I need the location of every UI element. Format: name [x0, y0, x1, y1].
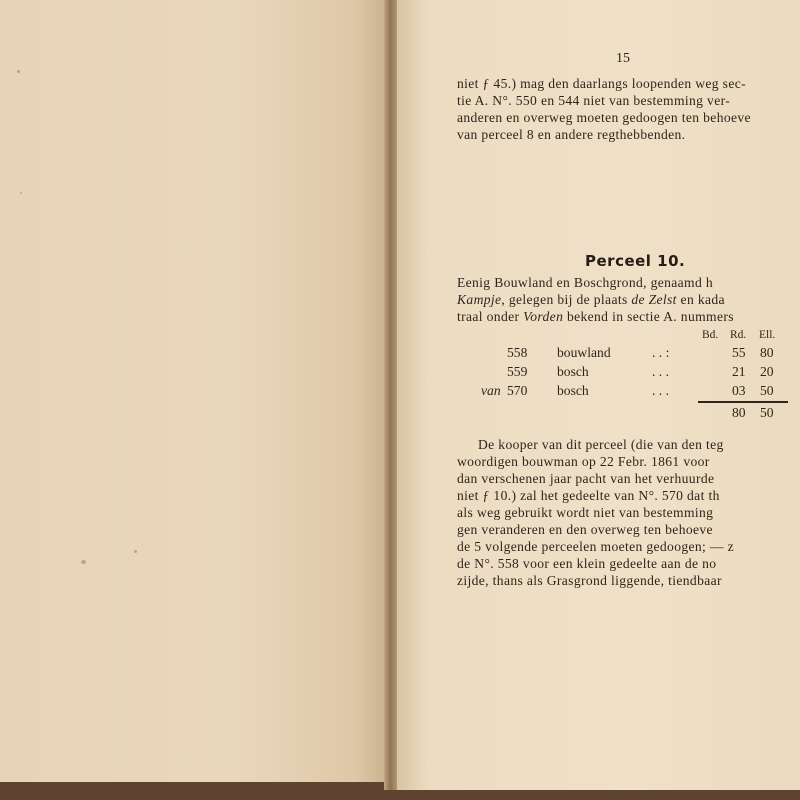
text-line: als weg gebruikt wordt niet van bestemming: [457, 505, 714, 520]
text-line: tie A. N°. 550 en 544 niet van bestemming ver-: [457, 93, 731, 108]
rd-value: 21: [732, 364, 746, 379]
foxing-spot: [81, 560, 86, 564]
desc-text: en kada: [676, 292, 725, 307]
land-type: bouwland: [557, 345, 611, 360]
total-ell: 50: [760, 405, 774, 420]
page-number: 15: [616, 51, 630, 66]
total-rule: [698, 401, 788, 403]
text-line: zijde, thans als Grasgrond liggende, tiendbaar: [457, 573, 722, 588]
top-paragraph: [457, 75, 800, 143]
desc-text: , gelegen bij de plaats: [501, 292, 632, 307]
row-prefix: van: [481, 383, 501, 398]
total-rd: 80: [732, 405, 746, 420]
text-line: de N°. 558 voor een klein gedeelte aan de no: [457, 556, 717, 571]
leader-dots: . . .: [652, 364, 669, 379]
foxing-spot: [20, 192, 22, 194]
left-page-blank: [0, 0, 388, 782]
text-line: anderen en overweg moeten gedoogen ten behoeve: [457, 110, 751, 125]
table-row: [397, 364, 800, 382]
table-row: [397, 383, 800, 401]
cadastral-number: 559: [507, 364, 528, 379]
foxing-spot: [134, 550, 137, 553]
rd-value: 55: [732, 345, 746, 360]
column-header-ell: Ell.: [759, 329, 776, 341]
desc-text: traal onder: [457, 309, 524, 324]
desc-line-1: Eenig Bouwland en Boschgrond, genaamd h: [457, 275, 714, 290]
ell-value: 20: [760, 364, 774, 379]
cadastral-number: 558: [507, 345, 528, 360]
book-gutter: [384, 0, 398, 790]
place-name: Kampje: [457, 292, 502, 307]
table-total-row: [397, 405, 800, 423]
text-line: van perceel 8 en andere regthebbenden.: [457, 127, 686, 142]
ell-value: 80: [760, 345, 774, 360]
text-line: [457, 291, 800, 308]
table-row: [397, 345, 800, 363]
foxing-spot: [17, 70, 20, 73]
column-header-rd: Rd.: [730, 329, 747, 341]
text-line: [457, 308, 800, 325]
place-name: de Zelst: [631, 292, 677, 307]
leader-dots: . . :: [652, 345, 670, 360]
text-line: niet ƒ 45.) mag den daarlangs loopenden weg sec-: [457, 76, 746, 91]
parcel-description: [457, 274, 800, 325]
text-line: de 5 volgende perceelen moeten gedoogen; — z: [457, 539, 734, 554]
rd-value: 03: [732, 383, 746, 398]
right-page: [397, 0, 800, 790]
ell-value: 50: [760, 383, 774, 398]
cadastral-number: 570: [507, 383, 528, 398]
land-type: bosch: [557, 364, 589, 379]
place-name: Vorden: [523, 309, 564, 324]
column-header-bd: Bd.: [702, 329, 719, 341]
land-type: bosch: [557, 383, 589, 398]
text-line: [457, 274, 800, 291]
leader-dots: . . .: [652, 383, 669, 398]
desc-text: bekend in sectie A. nummers: [563, 309, 734, 324]
section-heading: Perceel 10.: [585, 252, 686, 270]
text-line: woordigen bouwman op 22 Febr. 1861 voor: [457, 454, 710, 469]
text-line: dan verschenen jaar pacht van het verhuurde: [457, 471, 715, 486]
text-line: De kooper van dit perceel (die van den teg: [478, 437, 724, 452]
body-paragraph: [457, 436, 800, 589]
text-line: niet ƒ 10.) zal het gedeelte van N°. 570 dat th: [457, 488, 720, 503]
text-line: gen veranderen en den overweg ten behoeve: [457, 522, 713, 537]
